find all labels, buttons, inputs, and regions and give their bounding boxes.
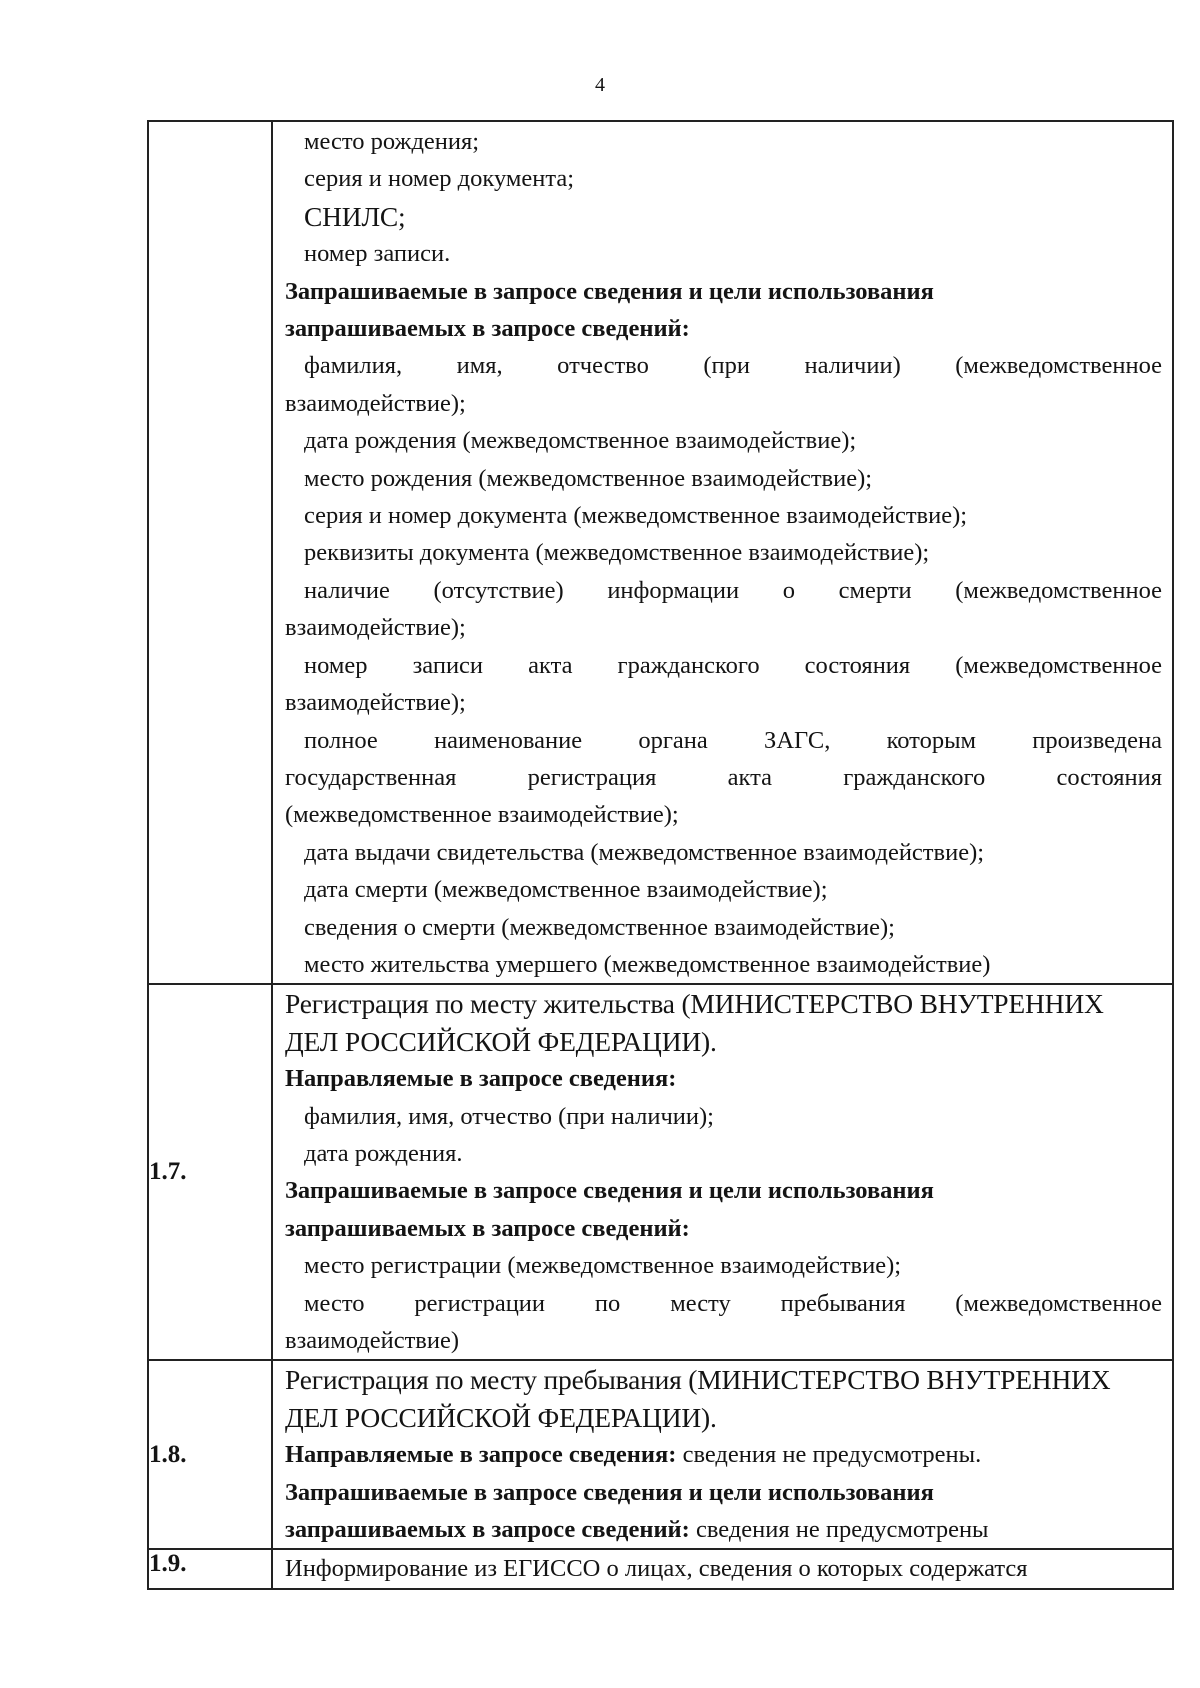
table-row: [148, 1549, 1173, 1588]
sent-info-line: [285, 1436, 1162, 1473]
list-item-cont: взаимодействие);: [285, 614, 466, 642]
list-item: номер записи.: [304, 240, 451, 268]
list-item: номер записи акта гражданского состояния (межведомственное: [304, 651, 1162, 679]
list-item: место рождения (межведомственное взаимодействие);: [304, 464, 873, 492]
list-item: серия и номер документа;: [304, 165, 575, 193]
list-item: дата смерти (межведомственное взаимодействие);: [304, 876, 828, 904]
list-item: место жительства умершего (межведомственное взаимодействие): [304, 950, 991, 978]
list-item: реквизиты документа (межведомственное взаимодействие);: [304, 539, 930, 567]
row-content: [272, 1360, 1173, 1549]
table-row: [148, 1360, 1173, 1549]
row-number: [148, 121, 272, 984]
table-row: [148, 121, 1173, 984]
services-table: [147, 120, 1174, 1590]
section-heading: Запрашиваемые в запросе сведения и цели использования: [285, 1478, 934, 1506]
section-heading: Направляемые в запросе сведения:: [285, 1065, 677, 1093]
list-item: сведения о смерти (межведомственное взаимодействие);: [304, 913, 895, 941]
section-heading: Направляемые в запросе сведения:: [285, 1441, 677, 1469]
service-title: Регистрация по месту жительства (МИНИСТЕРСТВО ВНУТРЕННИХ: [285, 988, 1104, 1020]
list-item-cont: взаимодействие);: [285, 389, 466, 417]
list-item: место регистрации по месту пребывания (межведомственное: [304, 1289, 1162, 1317]
list-item: место регистрации (межведомственное взаимодействие);: [304, 1252, 902, 1280]
page-number: 4: [595, 74, 605, 96]
row-number: 1.9.: [148, 1549, 272, 1588]
table-row: [148, 984, 1173, 1360]
section-heading: Запрашиваемые в запросе сведения и цели использования: [285, 277, 934, 305]
service-title: ДЕЛ РОССИЙСКОЙ ФЕДЕРАЦИИ).: [285, 1401, 717, 1433]
section-heading: запрашиваемых в запросе сведений:: [285, 1214, 690, 1242]
list-item: наличие (отсутствие) информации о смерти (межведомственное: [304, 576, 1162, 604]
list-item: дата рождения (межведомственное взаимодействие);: [304, 427, 857, 455]
list-item: фамилия, имя, отчество (при наличии) (межведомственное: [304, 352, 1162, 380]
list-item-cont: государственная регистрация акта гражданского состояния: [285, 763, 1162, 791]
list-item-cont: взаимодействие);: [285, 689, 466, 717]
row-number: 1.7.: [148, 984, 272, 1360]
list-item: полное наименование органа ЗАГС, которым произведена: [304, 726, 1162, 754]
section-heading: запрашиваемых в запросе сведений:: [285, 1516, 690, 1544]
list-item: фамилия, имя, отчество (при наличии);: [304, 1102, 714, 1130]
list-item: дата выдачи свидетельства (межведомственное взаимодействие);: [304, 838, 985, 866]
section-value: сведения не предусмотрены: [689, 1516, 989, 1544]
service-title: ДЕЛ РОССИЙСКОЙ ФЕДЕРАЦИИ).: [285, 1025, 717, 1057]
list-item: дата рождения.: [304, 1139, 463, 1167]
section-heading: запрашиваемых в запросе сведений:: [285, 315, 690, 343]
service-title: Информирование из ЕГИССО о лицах, сведения о которых содержатся: [285, 1555, 1028, 1583]
list-item: серия и номер документа (межведомственное взаимодействие);: [304, 502, 968, 530]
requested-info-line: [285, 1511, 1162, 1548]
section-value: сведения не предусмотрены.: [676, 1441, 982, 1469]
list-item: место рождения;: [304, 128, 480, 155]
list-item: СНИЛС;: [304, 200, 406, 232]
list-item-cont: (межведомственное взаимодействие);: [285, 801, 679, 829]
row-content: [272, 984, 1173, 1360]
service-title: Регистрация по месту пребывания (МИНИСТЕРСТВО ВНУТРЕННИХ: [285, 1364, 1111, 1396]
row-number: 1.8.: [148, 1360, 272, 1549]
row-content: [272, 1549, 1173, 1588]
list-item-cont: взаимодействие): [285, 1327, 460, 1354]
section-heading: Запрашиваемые в запросе сведения и цели использования: [285, 1177, 934, 1205]
row-content: [272, 121, 1173, 984]
